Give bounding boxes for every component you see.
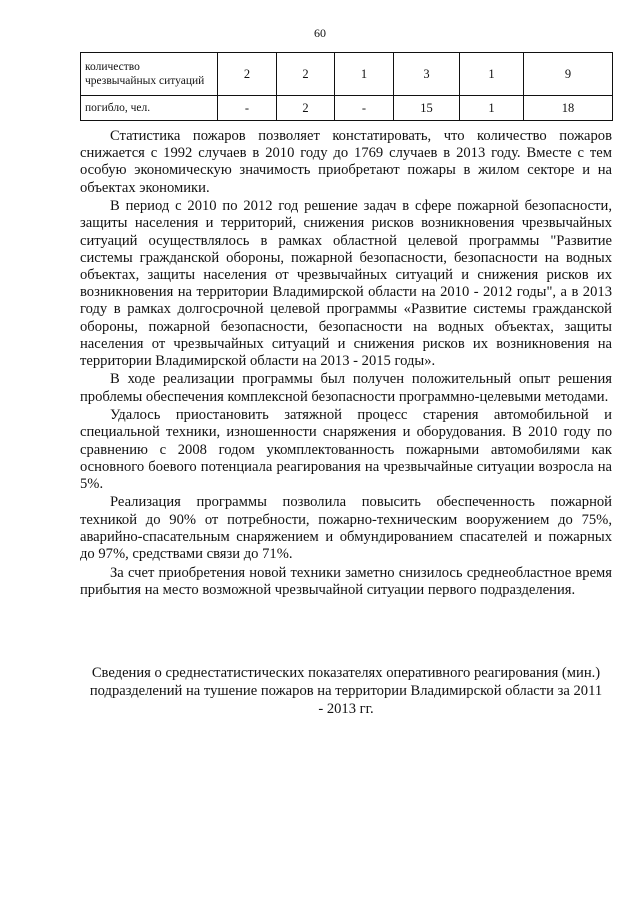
page-number: 60: [314, 26, 326, 40]
table-cell-total: 9: [524, 53, 613, 96]
heading-line: - 2013 гг.: [318, 701, 374, 717]
table-row: [81, 53, 613, 96]
table-cell-total: 18: [524, 96, 613, 121]
section-heading: [80, 664, 612, 718]
table-cell: 1: [460, 96, 524, 121]
table-cell: -: [335, 96, 394, 121]
heading-line: подразделений на тушение пожаров на территории Владимирской области за 2011: [89, 683, 603, 699]
table-cell: 1: [460, 53, 524, 96]
paragraph-fire-statistics: Статистика пожаров позволяет констатировать, что количество пожаров снижается с 1992 случаев в 2010 году до 1769 случаев в 2013 году. Вместе с тем особую экономическую значимость приобретают пожары в жилом секторе и на объектах экономики.: [80, 128, 612, 196]
paragraph-arrival-time: За счет приобретения новой техники заметно снизилось среднеобластное время прибытия на место возможной чрезвычайной ситуации первого подразделения.: [80, 564, 612, 598]
paragraph-equipment-aging: Удалось приостановить затяжной процесс старения автомобильной и специальной техники, изношенности снаряжения и оборудования. В 2010 году по сравнению с 2008 годом укомплектованность пожарными автомобилями как основного боевого потенциала реагирования на чрезвычайные ситуации возросла на 5%.: [80, 407, 612, 492]
table-cell: 2: [277, 96, 335, 121]
heading-line: Сведения о среднестатистических показателях оперативного реагирования (мин.): [91, 665, 601, 681]
row-label: погибло, чел.: [81, 96, 218, 121]
table-cell: -: [218, 96, 277, 121]
row-label: количество чрезвычайных ситуаций: [81, 53, 218, 96]
body-text: [80, 128, 612, 600]
table-cell: 15: [394, 96, 460, 121]
table-cell: 1: [335, 53, 394, 96]
statistics-table: [80, 52, 613, 121]
table-cell: 3: [394, 53, 460, 96]
paragraph-program-experience: В ходе реализации программы был получен положительный опыт решения проблемы обеспечения комплексной безопасности программно-целевыми методами.: [80, 371, 612, 405]
paragraph-program-results: Реализация программы позволила повысить обеспеченность пожарной техникой до 90% от потребности, пожарно-техническим вооружением до 75%, аварийно-спасательным снаряжением и обмундированием спасателей и пожарных до 97%, средствами связи до 71%.: [80, 494, 612, 563]
table-cell: 2: [218, 53, 277, 96]
table-row: [81, 96, 613, 121]
paragraph-program-period: В период с 2010 по 2012 год решение задач в сфере пожарной безопасности, защиты населения и территорий, снижения рисков возникновения чрезвычайных ситуаций осуществлялось в рамках областной целевой программы "Развитие системы гражданской обороны, пожарной безопасности, безопасности на водных объектах, защиты населения от чрезвычайных ситуаций и снижения рисков их возникновения на территории Владимирской области на 2010 - 2012 годы", а в 2013 году в рамках долгосрочной целевой программы «Развитие системы гражданской обороны, пожарной безопасности, безопасности на водных объектах, защиты населения от чрезвычайных ситуаций и снижения рисков их возникновения на территории Владимирской области на 2013 - 2015 годы».: [80, 198, 612, 369]
table-cell: 2: [277, 53, 335, 96]
